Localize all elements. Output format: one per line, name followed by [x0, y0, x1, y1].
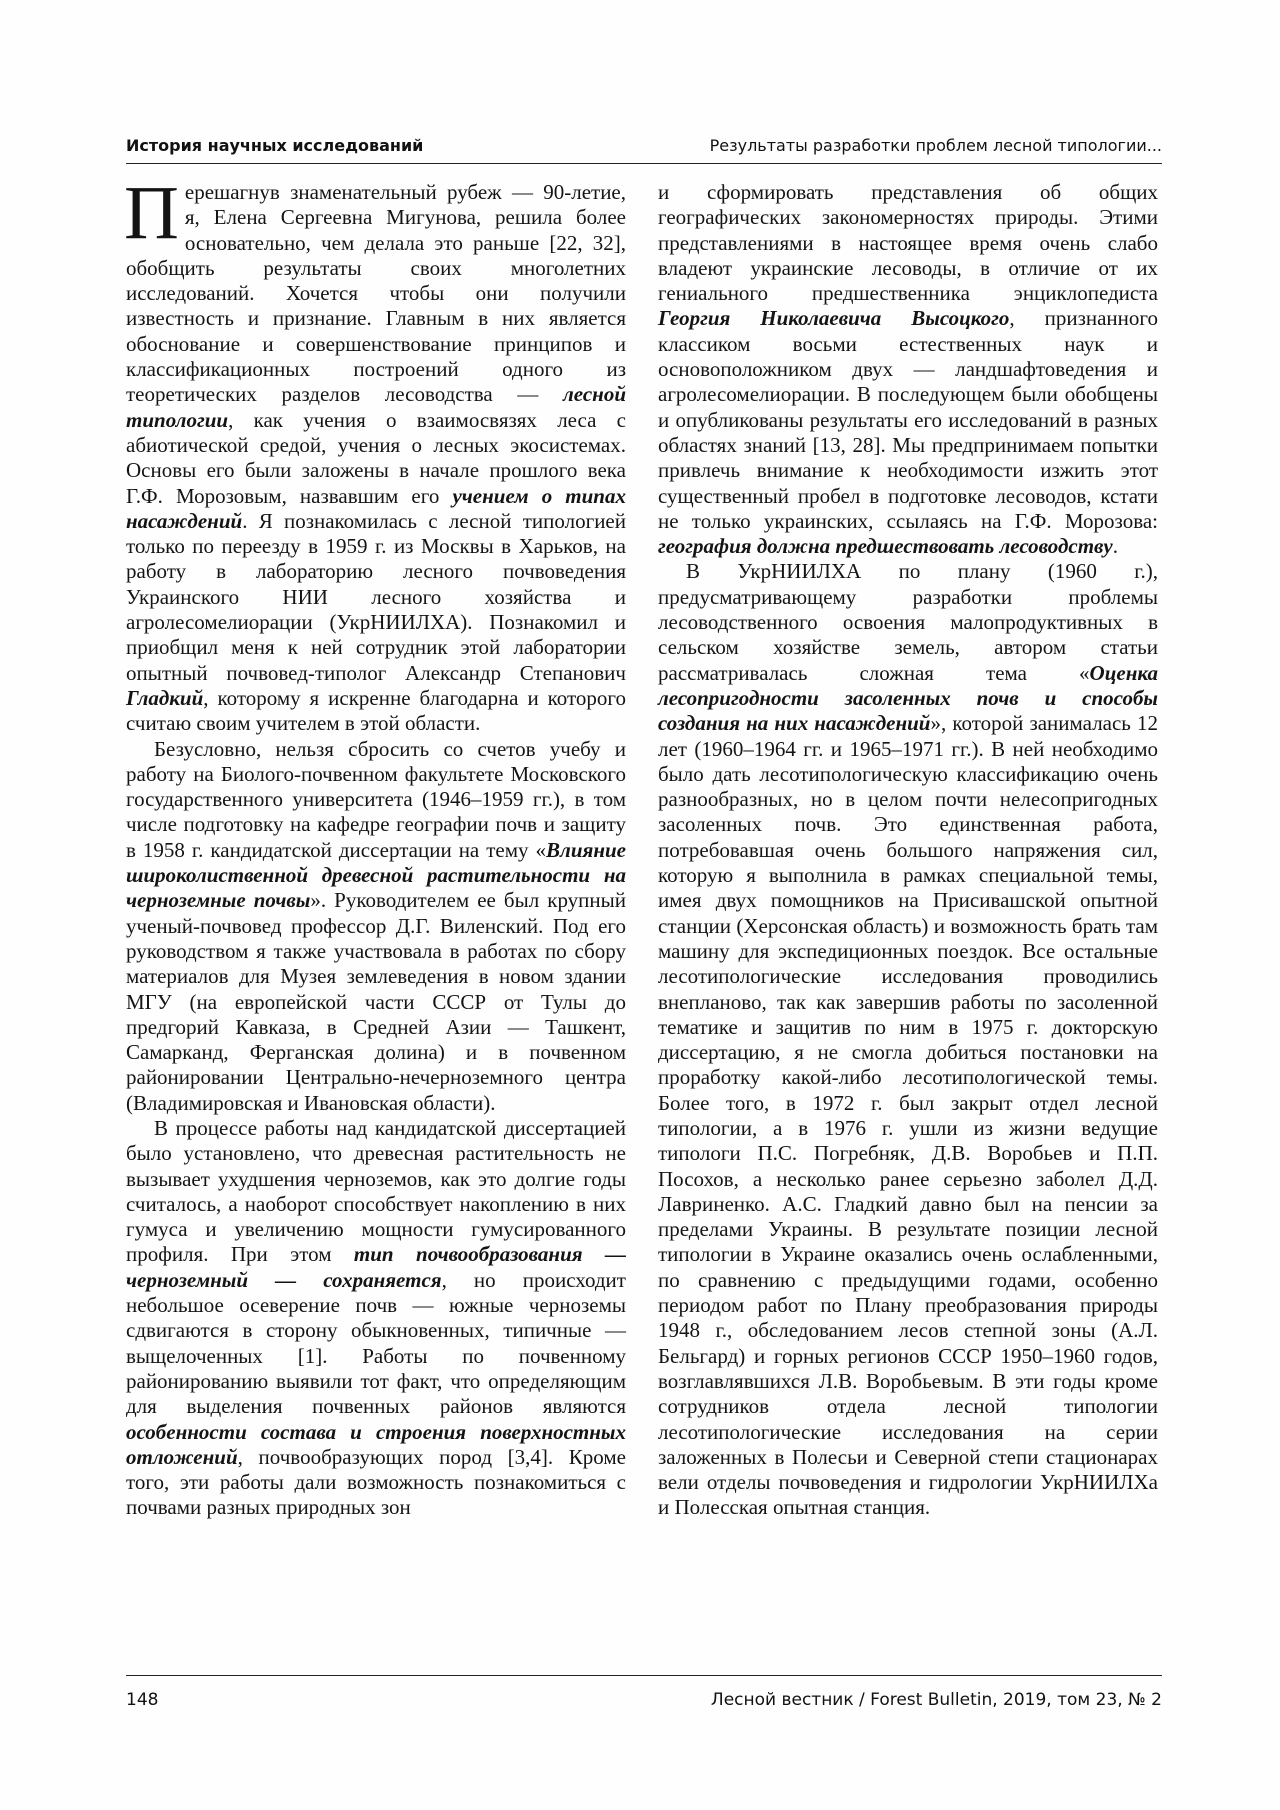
emphasis: лесной типологии [126, 382, 626, 432]
emphasis: Гладкий [126, 685, 204, 710]
text-run: . [1112, 534, 1118, 559]
text-run: Безусловно, нельзя сбросить со счетов учебу и работу на Биолого-почвенном факультете Московского государственного университета (1946–1959 гг.), в том числе подготовку на кафедре географии почв и защиту в 1958 г. кандидатской диссертации на тему « [126, 736, 626, 862]
text-run: В УкрНИИЛХА по плану (1960 г.), предусматривающему разработки проблемы лесоводственного освоения малопродуктивных в сельском хозяйстве земель, автором статьи рассматривалась сложная тема « [658, 559, 1158, 685]
emphasis: Георгия Николаевича Высоцкого [658, 306, 1010, 331]
text-run: и сформировать представления об общих географических закономерностях природы. Этими представлениями в настоящее время очень слабо владеют украинские лесоводы, в отличие от их гениального предшественника энциклопедиста [658, 180, 1158, 306]
text-run: , почвообразующих пород [3,4]. Кроме того, эти работы дали возможность познакомиться с почвами разных природных зон [126, 1444, 626, 1520]
emphasis: география должна предшествовать лесоводству [658, 534, 1113, 559]
text-run: », которой занималась 12 лет (1960–1964 гг. и 1965–1971 гг.). В ней необходимо было дать лесотипологическую классификацию очень разнообразных, но в целом почти нелесопригодных засоленных почв. Это единственная работа, потребовавшая очень большого напряжения сил, которую я выполнила в рамках специальной темы, имея двух помощников на Присивашской опытной станции (Херсонская область) и возможность брать там машину для экспедиционных поездок. Все остальные лесотипологические исследования проводились внепланово, так как завершив работы по засоленной тематике и защитив по ним в 1975 г. докторскую диссертацию, я не смогла добиться постановки на проработку какой-либо лесотипологической темы. Более того, в 1972 г. был закрыт отдел лесной типологии, а в 1976 г. ушли из жизни ведущие типологи П.С. Погребняк, Д.В. Воробьев и П.П. Посохов, а несколько ранее серьезно заболел Д.Д. Лавриненко. А.С. Гладкий давно был на пенсии за пределами Украины. В результате позиции лесной типологии в Украине оказались очень ослабленными, по сравнению с предыдущими годами, особенно периодом работ по Плану преобразования природы 1948 г., обследованием лесов степной зоны (А.Л. Бельгард) и горных регионов СССР 1950–1960 годов, возглавлявшихся Л.В. Воробьевым. В эти годы кроме сотрудников отдела лесной типологии лесотипологические исследования на серии заложенных в Полесьи и Северной степи стационарах вели отделы почвоведения и гидрологии УкрНИИЛХа и Полесская опытная станция. [658, 711, 1158, 1520]
article-short-title: Результаты разработки проблем лесной типологии... [709, 136, 1162, 155]
right-column [658, 180, 1158, 1521]
emphasis: учением о типах насаждений [126, 483, 626, 533]
text-run: , но происходит небольшое осеверение почв — южные черноземы сдвигаются в сторону обыкновенных, типичные — выщелоченных [1]. Работы по почвенному районированию выявили тот факт, что определяющим для выделения почвенных районов являются [126, 1267, 626, 1419]
page-number: 148 [126, 1690, 159, 1710]
text-run: . Я познакомилась с лесной типологией только по переезду в 1959 г. из Москвы в Харьков, на работу в лабораторию лесного почвоведения Украинского НИИ лесного хозяйства и агролесомелиорации (УкрНИИЛХА). Познакомил и приобщил меня к ней сотрудник этой лаборатории опытный почвовед-типолог Александр Степанович [126, 508, 626, 685]
paragraph-1 [124, 171, 626, 737]
paragraph-4 [658, 180, 1158, 559]
paragraph-2 [126, 737, 626, 1116]
emphasis: тип почвообразования — черноземный — сохраняется [126, 1242, 626, 1292]
text-run: ». Руководителем ее был крупный ученый-почвовед профессор Д.Г. Виленский. Под его руководством я также участвовала в работах по сбору материалов для Музея землеведения в новом здании МГУ (на европейской части СССР от Тулы до предгорий Кавказа, в Средней Азии — Ташкент, Самарканд, Ферганская долина) и в почвенном районировании Центрально-нечерноземного центра (Владимировская и Ивановская области). [126, 888, 626, 1115]
header-rule [126, 163, 1162, 164]
footer-rule [126, 1675, 1162, 1676]
drop-cap: П [124, 171, 179, 255]
text-run: , которому я искренне благодарна и которого считаю своим учителем в этой области. [126, 685, 626, 736]
page-footer [126, 1690, 1162, 1716]
text-run: ерешагнув знаменательный рубеж — 90-летие, я, Елена Сергеевна Мигунова, решила более основательно, чем делала это раньше [22, 32], обобщить результаты своих многолетних исследований. Хочется чтобы они получили известность и признание. Главным в них является обоснование и совершенствование принципов и классификационных построений одного из теоретических разделов лесоводства — [126, 180, 626, 407]
section-title: История научных исследований [126, 136, 424, 155]
journal-citation: Лесной вестник / Forest Bulletin, 2019, том 23, № 2 [710, 1690, 1162, 1710]
paragraph-5 [658, 559, 1158, 1520]
text-run: , как учения о взаимосвязях леса с абиотической средой, учения о лесных экосистемах. Основы его были заложены в начале прошлого века Г.Ф. Морозовым, назвавшим его [126, 407, 626, 508]
paragraph-3 [126, 1116, 626, 1521]
text-run: В процессе работы над кандидатской диссертацией было установлено, что древесная растительность не вызывает ухудшения черноземов, как это долгие годы считалось, а наоборот способствует накоплению в них гумуса и увеличению мощности гумусированного профиля. При этом [126, 1115, 626, 1267]
emphasis: Влияние широколиственной древесной растительности на черноземные почвы [126, 837, 626, 913]
text-run: , признанного классиком восьми естественных наук и основоположником двух — ландшафтоведения и агролесомелиорации. В последующем были обобщены и опубликованы результаты его исследований в разных областях знаний [13, 28]. Мы предпринимаем попытки привлечь внимание к необходимости изжить этот существенный пробел в подготовке лесоводов, кстати не только украинских, ссылаясь на Г.Ф. Морозова: [658, 306, 1158, 533]
running-head [126, 136, 1162, 162]
emphasis: Оценка лесопригодности засоленных почв и способы создания на них насаждений [658, 660, 1158, 736]
emphasis: особенности состава и строения поверхностных отложений [126, 1419, 626, 1469]
left-column [124, 171, 626, 1521]
